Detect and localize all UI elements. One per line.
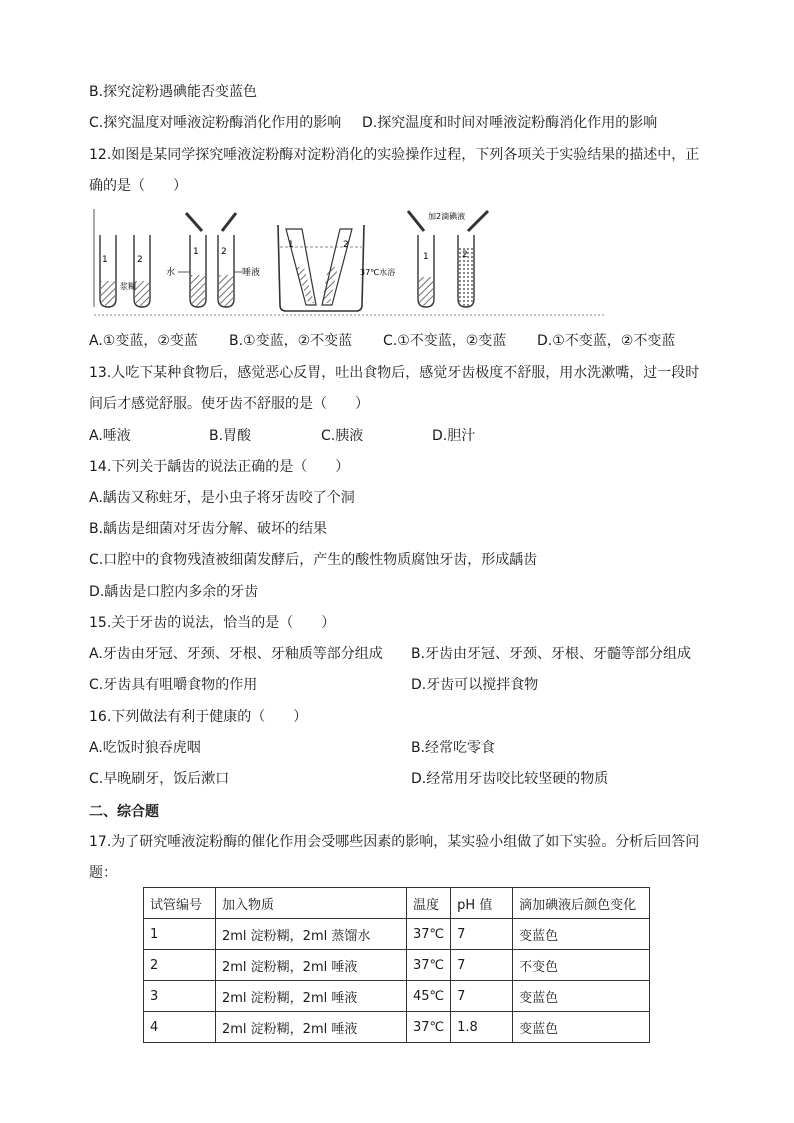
q16-option-c: C.早晚刷牙，饭后漱口 xyxy=(89,771,230,787)
q14-stem: 14.下列关于龋齿的说法正确的是（ ） xyxy=(89,459,350,475)
q14-option-a: A.龋齿又称蛀牙，是小虫子将牙齿咬了个洞 xyxy=(89,490,355,506)
q12-stem: 12.如图是某同学探究唾液淀粉酶对淀粉消化的实验操作过程，下列各项关于实验结果的描述中，正 xyxy=(89,147,700,163)
tube-2-label-c: 2 xyxy=(343,240,349,250)
cell: 2ml 淀粉糊，2ml 唾液 xyxy=(216,981,407,1012)
q15-option-a: A.牙齿由牙冠、牙颈、牙根、牙釉质等部分组成 xyxy=(89,646,383,662)
cell: 37℃ xyxy=(407,950,451,981)
q13-option-a: A.唾液 xyxy=(89,428,131,444)
q16-option-b: B.经常吃零食 xyxy=(411,740,496,756)
table-row xyxy=(144,1012,650,1043)
table-row xyxy=(144,950,650,981)
q15-stem: 15.关于牙齿的说法，恰当的是（ ） xyxy=(89,615,336,631)
q11-option-b: B.探究淀粉遇碘能否变蓝色 xyxy=(89,84,258,100)
q15-option-d: D.牙齿可以搅拌食物 xyxy=(411,677,539,693)
panel-2-adding xyxy=(166,213,260,307)
tube-1-label: 1 xyxy=(102,255,108,265)
q13-stem-cont: 间后才感觉舒服。使牙齿不舒服的是（ ） xyxy=(89,396,369,412)
col-header-tube: 试管编号 xyxy=(144,888,216,919)
q15-option-b: B.牙齿由牙冠、牙颈、牙根、牙髓等部分组成 xyxy=(411,646,692,662)
q13-option-c: C.胰液 xyxy=(321,428,364,444)
col-header-ph: pH 值 xyxy=(451,888,513,919)
q11-option-d: D.探究温度和时间对唾液淀粉酶消化作用的影响 xyxy=(362,115,658,131)
cell: 7 xyxy=(451,919,513,950)
cell: 2ml 淀粉糊，2ml 唾液 xyxy=(216,1012,407,1043)
q16-option-a: A.吃饭时狼吞虎咽 xyxy=(89,740,201,756)
q11-option-c: C.探究温度对唾液淀粉酶消化作用的影响 xyxy=(89,115,342,131)
col-header-substance: 加入物质 xyxy=(216,888,407,919)
cell: 3 xyxy=(144,981,216,1012)
cell: 2 xyxy=(144,950,216,981)
col-header-color: 滴加碘液后颜色变化 xyxy=(513,888,650,919)
q14-option-d: D.龋齿是口腔内多余的牙齿 xyxy=(89,584,259,600)
q14-option-b: B.龋齿是细菌对牙齿分解、破坏的结果 xyxy=(89,521,328,537)
tube-2-label-d: 2 xyxy=(462,250,468,260)
table-row xyxy=(144,981,650,1012)
cell: 37℃ xyxy=(407,1012,451,1043)
iodine-label: 加2滴碘液 xyxy=(428,212,466,221)
table-header-row xyxy=(144,888,650,919)
cell: 变蓝色 xyxy=(513,981,650,1012)
cell: 不变色 xyxy=(513,950,650,981)
cell: 变蓝色 xyxy=(513,1012,650,1043)
cell: 变蓝色 xyxy=(513,919,650,950)
q13-stem: 13.人吃下某种食物后，感觉恶心反胃，吐出食物后，感觉牙齿极度不舒服，用水洗漱嘴，过一段时 xyxy=(89,365,700,381)
cell: 2ml 淀粉糊，2ml 唾液 xyxy=(216,950,407,981)
tube-1-label-b: 1 xyxy=(193,247,199,257)
cell: 1.8 xyxy=(451,1012,513,1043)
q17-stem: 17.为了研究唾液淀粉酶的催化作用会受哪些因素的影响，某实验小组做了如下实验。分析后回答问 xyxy=(89,834,700,850)
q12-option-b: B.①变蓝，②不变蓝 xyxy=(229,333,353,349)
cell: 7 xyxy=(451,950,513,981)
water-label: 水 xyxy=(166,268,176,278)
water-bath-label: 37℃水浴 xyxy=(360,268,396,277)
table-row xyxy=(144,919,650,950)
tube-2-label-b: 2 xyxy=(221,247,227,257)
q14-option-c: C.口腔中的食物残渣被细菌发酵后，产生的酸性物质腐蚀牙齿，形成龋齿 xyxy=(89,552,538,568)
q12-option-d: D.①不变蓝，②不变蓝 xyxy=(537,333,676,349)
q13-option-d: D.胆汁 xyxy=(432,428,476,444)
q17-stem-cont: 题： xyxy=(89,865,117,881)
tube-1-label-c: 1 xyxy=(288,240,294,250)
cell: 2ml 淀粉糊，2ml 蒸馏水 xyxy=(216,919,407,950)
saliva-label: 唾液 xyxy=(242,268,261,278)
cell: 7 xyxy=(451,981,513,1012)
experiment-figure xyxy=(90,207,610,319)
panel-1-tubes xyxy=(100,235,150,307)
q16-option-d: D.经常用牙齿咬比较坚硬的物质 xyxy=(411,771,609,787)
starch-label: 浆糊 xyxy=(120,282,136,291)
q12-option-a: A.①变蓝，②变蓝 xyxy=(89,333,198,349)
cell: 45℃ xyxy=(407,981,451,1012)
cell: 37℃ xyxy=(407,919,451,950)
cell: 1 xyxy=(144,919,216,950)
panel-3-water-bath xyxy=(278,225,395,311)
panel-4-iodine xyxy=(408,211,488,307)
col-header-temp: 温度 xyxy=(407,888,451,919)
q12-option-c: C.①不变蓝，②变蓝 xyxy=(383,333,507,349)
section-heading: 二、综合题 xyxy=(89,804,159,820)
q12-stem-cont: 确的是（ ） xyxy=(89,178,187,194)
q15-option-c: C.牙齿具有咀嚼食物的作用 xyxy=(89,677,258,693)
cell: 4 xyxy=(144,1012,216,1043)
tube-2-label: 2 xyxy=(137,255,143,265)
q16-stem: 16.下列做法有利于健康的（ ） xyxy=(89,709,308,725)
experiment-table xyxy=(143,887,650,1043)
q13-option-b: B.胃酸 xyxy=(209,428,252,444)
tube-1-label-d: 1 xyxy=(423,252,429,262)
